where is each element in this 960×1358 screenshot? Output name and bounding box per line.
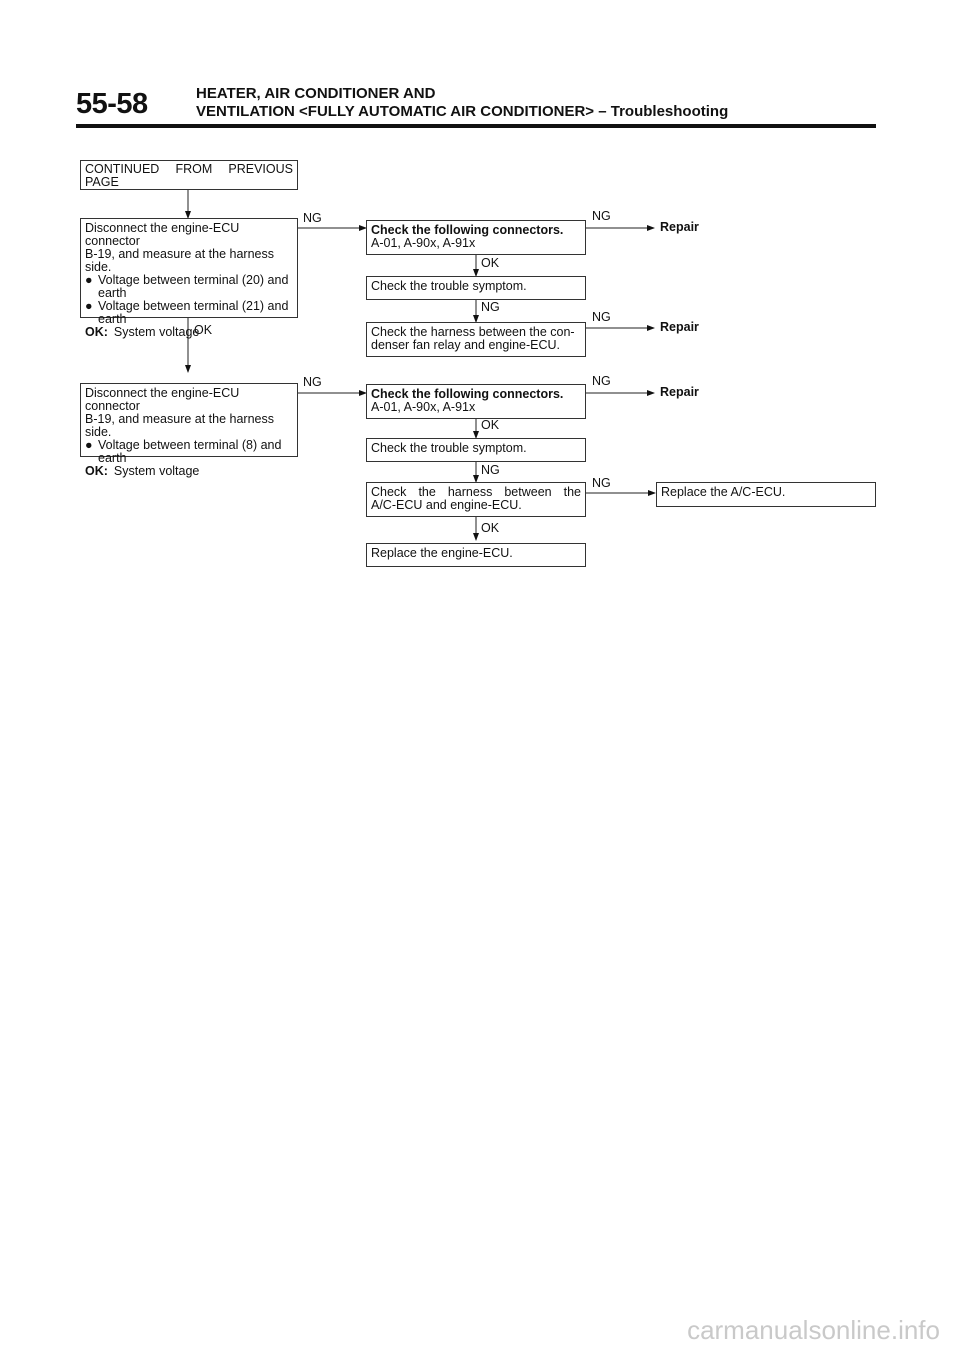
b-check-connectors-box: [366, 384, 586, 419]
step1-ok-criteria: [85, 326, 293, 339]
b-replace-engine-text: Replace the engine-ECU.: [371, 546, 513, 560]
step2-line1: Disconnect the engine-ECU connector: [85, 386, 240, 413]
b-replace-engine-box: [366, 543, 586, 567]
b-symptom-text: Check the trouble symptom.: [371, 441, 527, 455]
a-symptom-text: Check the trouble symptom.: [371, 279, 527, 293]
label-ng-step2: NG: [303, 375, 322, 389]
watermark: carmanualsonline.info: [687, 1315, 940, 1345]
step1-bullet2-line2: earth: [98, 312, 127, 326]
step1-line2: B-19, and measure at the harness side.: [85, 247, 275, 274]
label-ok-step1: OK: [194, 323, 213, 337]
step2-bullet1-line2: earth: [98, 451, 127, 465]
a-harness-box: [366, 322, 586, 357]
step1-ok-label: OK:: [85, 325, 108, 339]
step1-bullet2-line1: Voltage between terminal (21) and: [98, 299, 289, 313]
label-ng-step1: NG: [303, 211, 322, 225]
b-symptom-box: [366, 438, 586, 462]
a-check-list: A-01, A-90x, A-91x: [371, 236, 476, 250]
label-ng-b3: NG: [592, 476, 611, 490]
section-title-line1: HEATER, AIR CONDITIONER AND: [196, 85, 436, 102]
a-check-title: Check the following connectors.: [371, 223, 564, 237]
step1-line1: Disconnect the engine-ECU connector: [85, 221, 240, 248]
step2-box: [80, 383, 298, 478]
b-check-list: A-01, A-90x, A-91x: [371, 400, 476, 414]
a-repair-2: Repair: [660, 320, 699, 334]
step2-ok-label: OK:: [85, 464, 108, 478]
continued-line1: CONTINUED FROM PREVIOUS: [85, 162, 293, 176]
step1-bullet1: [85, 274, 293, 300]
label-ng-a3: NG: [592, 310, 611, 324]
b-repair: Repair: [660, 385, 699, 399]
step1-bullet1-line2: earth: [98, 286, 127, 300]
step1-bullet2: [85, 300, 293, 326]
step1-ok-value: System voltage: [113, 325, 200, 339]
b-replace-ac-box: [656, 482, 876, 507]
b-replace-ac-text: Replace the A/C-ECU.: [661, 485, 786, 499]
a-check-connectors-box: [366, 220, 586, 255]
a-repair-1: Repair: [660, 220, 699, 234]
page-number: 55-58: [76, 88, 148, 120]
b-harness-line2: A/C-ECU and engine-ECU.: [371, 498, 522, 512]
step2-line2: B-19, and measure at the harness side.: [85, 412, 275, 439]
a-harness-line2: denser fan relay and engine-ECU.: [371, 338, 561, 352]
label-ng-a2: NG: [481, 300, 500, 314]
b-check-title: Check the following connectors.: [371, 387, 564, 401]
label-ng-b1: NG: [592, 374, 611, 388]
step2-bullet1: [85, 439, 293, 465]
label-ng-a1: NG: [592, 209, 611, 223]
bullet-icon: ●: [85, 438, 93, 452]
label-ok-b1: OK: [481, 418, 500, 432]
a-harness-line1: Check the harness between the con-: [371, 325, 575, 339]
section-title-line2: VENTILATION <FULLY AUTOMATIC AIR CONDITIONER> – Troubleshooting: [196, 103, 729, 120]
a-symptom-box: [366, 276, 586, 300]
step1-box: [80, 218, 298, 339]
bullet-icon: ●: [85, 299, 93, 313]
continued-box: [80, 160, 298, 190]
step1-bullet1-line1: Voltage between terminal (20) and: [98, 273, 289, 287]
b-harness-box: [366, 482, 586, 517]
bullet-icon: ●: [85, 273, 93, 287]
step2-bullet1-line1: Voltage between terminal (8) and: [98, 438, 282, 452]
label-ng-b2: NG: [481, 463, 500, 477]
b-harness-line1: Check the harness between the: [371, 485, 581, 499]
step2-ok-value: System voltage: [113, 464, 200, 478]
label-ok-b3: OK: [481, 521, 500, 535]
label-ok-a1: OK: [481, 256, 500, 270]
step2-ok-criteria: [85, 465, 293, 478]
continued-line2: PAGE: [85, 175, 119, 189]
